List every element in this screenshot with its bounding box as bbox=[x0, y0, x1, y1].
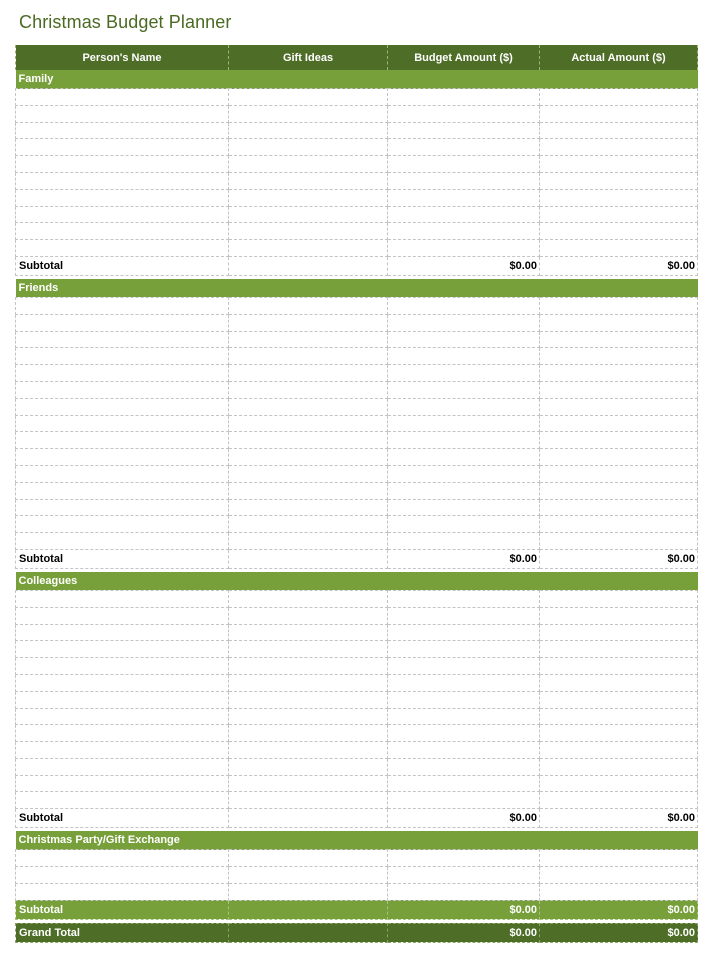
actual-cell[interactable] bbox=[540, 189, 698, 206]
gift-ideas-cell[interactable] bbox=[229, 775, 388, 792]
name-cell[interactable] bbox=[16, 89, 229, 106]
table-row bbox=[16, 223, 698, 240]
section-title: Christmas Party/Gift Exchange bbox=[16, 831, 698, 850]
gift-ideas-cell[interactable] bbox=[229, 482, 388, 499]
gift-ideas-cell[interactable] bbox=[229, 331, 388, 348]
table-row bbox=[16, 658, 698, 675]
actual-cell[interactable] bbox=[540, 381, 698, 398]
budget-cell[interactable] bbox=[388, 297, 540, 314]
name-cell[interactable] bbox=[16, 189, 229, 206]
budget-cell[interactable] bbox=[388, 314, 540, 331]
section-header bbox=[16, 572, 698, 591]
name-cell[interactable] bbox=[16, 792, 229, 809]
actual-cell[interactable] bbox=[540, 314, 698, 331]
budget-cell[interactable] bbox=[388, 105, 540, 122]
name-cell[interactable] bbox=[16, 223, 229, 240]
table-row bbox=[16, 708, 698, 725]
name-cell[interactable] bbox=[16, 691, 229, 708]
name-cell[interactable] bbox=[16, 156, 229, 173]
gift-ideas-cell[interactable] bbox=[229, 658, 388, 675]
budget-cell[interactable] bbox=[388, 381, 540, 398]
page-title: Christmas Budget Planner bbox=[19, 12, 232, 32]
actual-cell[interactable] bbox=[540, 742, 698, 759]
table-row bbox=[16, 533, 698, 550]
budget-cell[interactable] bbox=[388, 122, 540, 139]
name-cell[interactable] bbox=[16, 758, 229, 775]
table-row bbox=[16, 758, 698, 775]
subtotal-label: Subtotal bbox=[16, 256, 229, 275]
budget-cell[interactable] bbox=[388, 792, 540, 809]
name-cell[interactable] bbox=[16, 415, 229, 432]
budget-cell[interactable] bbox=[388, 465, 540, 482]
budget-cell[interactable] bbox=[388, 398, 540, 415]
actual-cell[interactable] bbox=[540, 674, 698, 691]
actual-cell[interactable] bbox=[540, 607, 698, 624]
budget-cell[interactable] bbox=[388, 607, 540, 624]
actual-cell[interactable] bbox=[540, 139, 698, 156]
table-row bbox=[16, 641, 698, 658]
budget-cell[interactable] bbox=[388, 240, 540, 257]
gift-ideas-cell[interactable] bbox=[229, 189, 388, 206]
table-row bbox=[16, 206, 698, 223]
gift-ideas-cell[interactable] bbox=[229, 725, 388, 742]
table-row bbox=[16, 189, 698, 206]
gift-ideas-cell[interactable] bbox=[229, 792, 388, 809]
table-row bbox=[16, 89, 698, 106]
actual-cell[interactable] bbox=[540, 206, 698, 223]
table-row bbox=[16, 415, 698, 432]
name-cell[interactable] bbox=[16, 708, 229, 725]
table-row bbox=[16, 365, 698, 382]
subtotal-budget: $0.00 bbox=[388, 900, 540, 919]
budget-cell[interactable] bbox=[388, 883, 540, 900]
name-cell[interactable] bbox=[16, 348, 229, 365]
gift-ideas-cell[interactable] bbox=[229, 156, 388, 173]
table-row bbox=[16, 742, 698, 759]
name-cell[interactable] bbox=[16, 624, 229, 641]
actual-cell[interactable] bbox=[540, 658, 698, 675]
budget-sheet bbox=[15, 45, 697, 943]
actual-cell[interactable] bbox=[540, 641, 698, 658]
budget-cell[interactable] bbox=[388, 758, 540, 775]
header-row bbox=[16, 45, 698, 70]
budget-cell[interactable] bbox=[388, 139, 540, 156]
table-row bbox=[16, 883, 698, 900]
gift-ideas-cell[interactable] bbox=[229, 624, 388, 641]
actual-cell[interactable] bbox=[540, 883, 698, 900]
actual-cell[interactable] bbox=[540, 415, 698, 432]
budget-cell[interactable] bbox=[388, 725, 540, 742]
gift-ideas-cell[interactable] bbox=[229, 105, 388, 122]
name-cell[interactable] bbox=[16, 365, 229, 382]
budget-cell[interactable] bbox=[388, 449, 540, 466]
budget-cell[interactable] bbox=[388, 533, 540, 550]
budget-cell[interactable] bbox=[388, 775, 540, 792]
actual-cell[interactable] bbox=[540, 590, 698, 607]
budget-cell[interactable] bbox=[388, 156, 540, 173]
actual-cell[interactable] bbox=[540, 775, 698, 792]
name-cell[interactable] bbox=[16, 381, 229, 398]
grand-total-budget: $0.00 bbox=[388, 923, 540, 942]
name-cell[interactable] bbox=[16, 122, 229, 139]
actual-cell[interactable] bbox=[540, 624, 698, 641]
table-row bbox=[16, 624, 698, 641]
name-cell[interactable] bbox=[16, 850, 229, 867]
table-row bbox=[16, 590, 698, 607]
table-row bbox=[16, 792, 698, 809]
gift-ideas-cell[interactable] bbox=[229, 590, 388, 607]
actual-cell[interactable] bbox=[540, 792, 698, 809]
table-row bbox=[16, 314, 698, 331]
table-row bbox=[16, 172, 698, 189]
gift-ideas-cell[interactable] bbox=[229, 465, 388, 482]
name-cell[interactable] bbox=[16, 533, 229, 550]
gift-ideas-cell[interactable] bbox=[229, 742, 388, 759]
actual-cell[interactable] bbox=[540, 156, 698, 173]
budget-cell[interactable] bbox=[388, 867, 540, 884]
actual-cell[interactable] bbox=[540, 398, 698, 415]
subtotal-row bbox=[16, 256, 698, 275]
name-cell[interactable] bbox=[16, 499, 229, 516]
budget-cell[interactable] bbox=[388, 89, 540, 106]
section-header bbox=[16, 70, 698, 89]
budget-cell[interactable] bbox=[388, 658, 540, 675]
section-title: Friends bbox=[16, 279, 698, 298]
name-cell[interactable] bbox=[16, 297, 229, 314]
actual-cell[interactable] bbox=[540, 348, 698, 365]
table-row bbox=[16, 465, 698, 482]
actual-cell[interactable] bbox=[540, 449, 698, 466]
budget-cell[interactable] bbox=[388, 365, 540, 382]
table-row bbox=[16, 499, 698, 516]
subtotal-row bbox=[16, 549, 698, 568]
subtotal-budget: $0.00 bbox=[388, 809, 540, 828]
gift-ideas-cell[interactable] bbox=[229, 641, 388, 658]
budget-cell[interactable] bbox=[388, 482, 540, 499]
actual-cell[interactable] bbox=[540, 465, 698, 482]
actual-cell[interactable] bbox=[540, 867, 698, 884]
budget-cell[interactable] bbox=[388, 189, 540, 206]
gift-ideas-cell[interactable] bbox=[229, 206, 388, 223]
gift-ideas-cell[interactable] bbox=[229, 240, 388, 257]
name-cell[interactable] bbox=[16, 432, 229, 449]
subtotal-actual: $0.00 bbox=[540, 809, 698, 828]
gift-ideas-cell[interactable] bbox=[229, 883, 388, 900]
budget-cell[interactable] bbox=[388, 691, 540, 708]
subtotal-label: Subtotal bbox=[16, 900, 229, 919]
actual-cell[interactable] bbox=[540, 122, 698, 139]
name-cell[interactable] bbox=[16, 314, 229, 331]
table-row bbox=[16, 381, 698, 398]
name-cell[interactable] bbox=[16, 465, 229, 482]
budget-cell[interactable] bbox=[388, 223, 540, 240]
name-cell[interactable] bbox=[16, 867, 229, 884]
budget-cell[interactable] bbox=[388, 172, 540, 189]
name-cell[interactable] bbox=[16, 775, 229, 792]
gift-ideas-cell[interactable] bbox=[229, 415, 388, 432]
budget-cell[interactable] bbox=[388, 742, 540, 759]
name-cell[interactable] bbox=[16, 398, 229, 415]
subtotal-actual: $0.00 bbox=[540, 256, 698, 275]
actual-cell[interactable] bbox=[540, 240, 698, 257]
section-title: Colleagues bbox=[16, 572, 698, 591]
gift-ideas-cell[interactable] bbox=[229, 516, 388, 533]
actual-cell[interactable] bbox=[540, 172, 698, 189]
name-cell[interactable] bbox=[16, 883, 229, 900]
gift-ideas-cell[interactable] bbox=[229, 533, 388, 550]
actual-cell[interactable] bbox=[540, 223, 698, 240]
budget-cell[interactable] bbox=[388, 499, 540, 516]
gift-ideas-cell[interactable] bbox=[229, 398, 388, 415]
grand-total-actual: $0.00 bbox=[540, 923, 698, 942]
gift-ideas-cell[interactable] bbox=[229, 223, 388, 240]
table-row bbox=[16, 449, 698, 466]
subtotal-budget: $0.00 bbox=[388, 256, 540, 275]
table-row bbox=[16, 482, 698, 499]
table-row bbox=[16, 331, 698, 348]
name-cell[interactable] bbox=[16, 482, 229, 499]
actual-cell[interactable] bbox=[540, 432, 698, 449]
actual-cell[interactable] bbox=[540, 533, 698, 550]
actual-cell[interactable] bbox=[540, 365, 698, 382]
gift-ideas-cell[interactable] bbox=[229, 172, 388, 189]
budget-cell[interactable] bbox=[388, 850, 540, 867]
subtotal-row bbox=[16, 809, 698, 828]
gift-ideas-cell[interactable] bbox=[229, 381, 388, 398]
column-header-budget: Budget Amount ($) bbox=[388, 45, 540, 70]
table-row bbox=[16, 240, 698, 257]
gift-ideas-cell[interactable] bbox=[229, 365, 388, 382]
name-cell[interactable] bbox=[16, 742, 229, 759]
budget-cell[interactable] bbox=[388, 708, 540, 725]
table-row bbox=[16, 674, 698, 691]
gift-ideas-cell[interactable] bbox=[229, 432, 388, 449]
table-row bbox=[16, 725, 698, 742]
table-row bbox=[16, 156, 698, 173]
actual-cell[interactable] bbox=[540, 105, 698, 122]
name-cell[interactable] bbox=[16, 590, 229, 607]
budget-table bbox=[15, 45, 698, 943]
actual-cell[interactable] bbox=[540, 331, 698, 348]
section-header bbox=[16, 279, 698, 298]
name-cell[interactable] bbox=[16, 139, 229, 156]
subtotal-label: Subtotal bbox=[16, 549, 229, 568]
table-row bbox=[16, 139, 698, 156]
subtotal-actual: $0.00 bbox=[540, 549, 698, 568]
actual-cell[interactable] bbox=[540, 708, 698, 725]
actual-cell[interactable] bbox=[540, 691, 698, 708]
subtotal-label: Subtotal bbox=[16, 809, 229, 828]
subtotal-gift-ideas-cell bbox=[229, 549, 388, 568]
subtotal-row bbox=[16, 900, 698, 919]
table-row bbox=[16, 516, 698, 533]
name-cell[interactable] bbox=[16, 449, 229, 466]
section-header bbox=[16, 831, 698, 850]
table-row bbox=[16, 122, 698, 139]
subtotal-budget: $0.00 bbox=[388, 549, 540, 568]
budget-cell[interactable] bbox=[388, 415, 540, 432]
name-cell[interactable] bbox=[16, 331, 229, 348]
subtotal-gift-ideas-cell bbox=[229, 900, 388, 919]
budget-cell[interactable] bbox=[388, 206, 540, 223]
grand-total-gift-ideas-cell bbox=[229, 923, 388, 942]
actual-cell[interactable] bbox=[540, 297, 698, 314]
actual-cell[interactable] bbox=[540, 725, 698, 742]
actual-cell[interactable] bbox=[540, 758, 698, 775]
column-header-actual: Actual Amount ($) bbox=[540, 45, 698, 70]
gift-ideas-cell[interactable] bbox=[229, 449, 388, 466]
budget-cell[interactable] bbox=[388, 674, 540, 691]
budget-cell[interactable] bbox=[388, 516, 540, 533]
gift-ideas-cell[interactable] bbox=[229, 499, 388, 516]
gift-ideas-cell[interactable] bbox=[229, 758, 388, 775]
gift-ideas-cell[interactable] bbox=[229, 708, 388, 725]
name-cell[interactable] bbox=[16, 172, 229, 189]
name-cell[interactable] bbox=[16, 607, 229, 624]
actual-cell[interactable] bbox=[540, 850, 698, 867]
gift-ideas-cell[interactable] bbox=[229, 139, 388, 156]
table-row bbox=[16, 398, 698, 415]
table-row bbox=[16, 348, 698, 365]
gift-ideas-cell[interactable] bbox=[229, 348, 388, 365]
gift-ideas-cell[interactable] bbox=[229, 89, 388, 106]
name-cell[interactable] bbox=[16, 516, 229, 533]
actual-cell[interactable] bbox=[540, 482, 698, 499]
table-row bbox=[16, 432, 698, 449]
actual-cell[interactable] bbox=[540, 516, 698, 533]
budget-cell[interactable] bbox=[388, 331, 540, 348]
budget-cell[interactable] bbox=[388, 348, 540, 365]
gift-ideas-cell[interactable] bbox=[229, 314, 388, 331]
column-header-gift-ideas: Gift Ideas bbox=[229, 45, 388, 70]
table-row bbox=[16, 297, 698, 314]
gift-ideas-cell[interactable] bbox=[229, 674, 388, 691]
budget-cell[interactable] bbox=[388, 641, 540, 658]
table-row bbox=[16, 775, 698, 792]
budget-cell[interactable] bbox=[388, 624, 540, 641]
section-title: Family bbox=[16, 70, 698, 89]
actual-cell[interactable] bbox=[540, 499, 698, 516]
gift-ideas-cell[interactable] bbox=[229, 607, 388, 624]
column-header-name: Person's Name bbox=[16, 45, 229, 70]
gift-ideas-cell[interactable] bbox=[229, 691, 388, 708]
name-cell[interactable] bbox=[16, 674, 229, 691]
name-cell[interactable] bbox=[16, 240, 229, 257]
grand-total-row bbox=[16, 923, 698, 942]
table-row bbox=[16, 691, 698, 708]
gift-ideas-cell[interactable] bbox=[229, 867, 388, 884]
actual-cell[interactable] bbox=[540, 89, 698, 106]
table-body bbox=[16, 70, 698, 942]
table-row bbox=[16, 867, 698, 884]
name-cell[interactable] bbox=[16, 105, 229, 122]
grand-total-label: Grand Total bbox=[16, 923, 229, 942]
budget-cell[interactable] bbox=[388, 590, 540, 607]
name-cell[interactable] bbox=[16, 725, 229, 742]
table-row bbox=[16, 850, 698, 867]
name-cell[interactable] bbox=[16, 658, 229, 675]
table-row bbox=[16, 607, 698, 624]
subtotal-actual: $0.00 bbox=[540, 900, 698, 919]
subtotal-gift-ideas-cell bbox=[229, 256, 388, 275]
gift-ideas-cell[interactable] bbox=[229, 850, 388, 867]
name-cell[interactable] bbox=[16, 206, 229, 223]
table-row bbox=[16, 105, 698, 122]
gift-ideas-cell[interactable] bbox=[229, 297, 388, 314]
budget-cell[interactable] bbox=[388, 432, 540, 449]
subtotal-gift-ideas-cell bbox=[229, 809, 388, 828]
gift-ideas-cell[interactable] bbox=[229, 122, 388, 139]
name-cell[interactable] bbox=[16, 641, 229, 658]
